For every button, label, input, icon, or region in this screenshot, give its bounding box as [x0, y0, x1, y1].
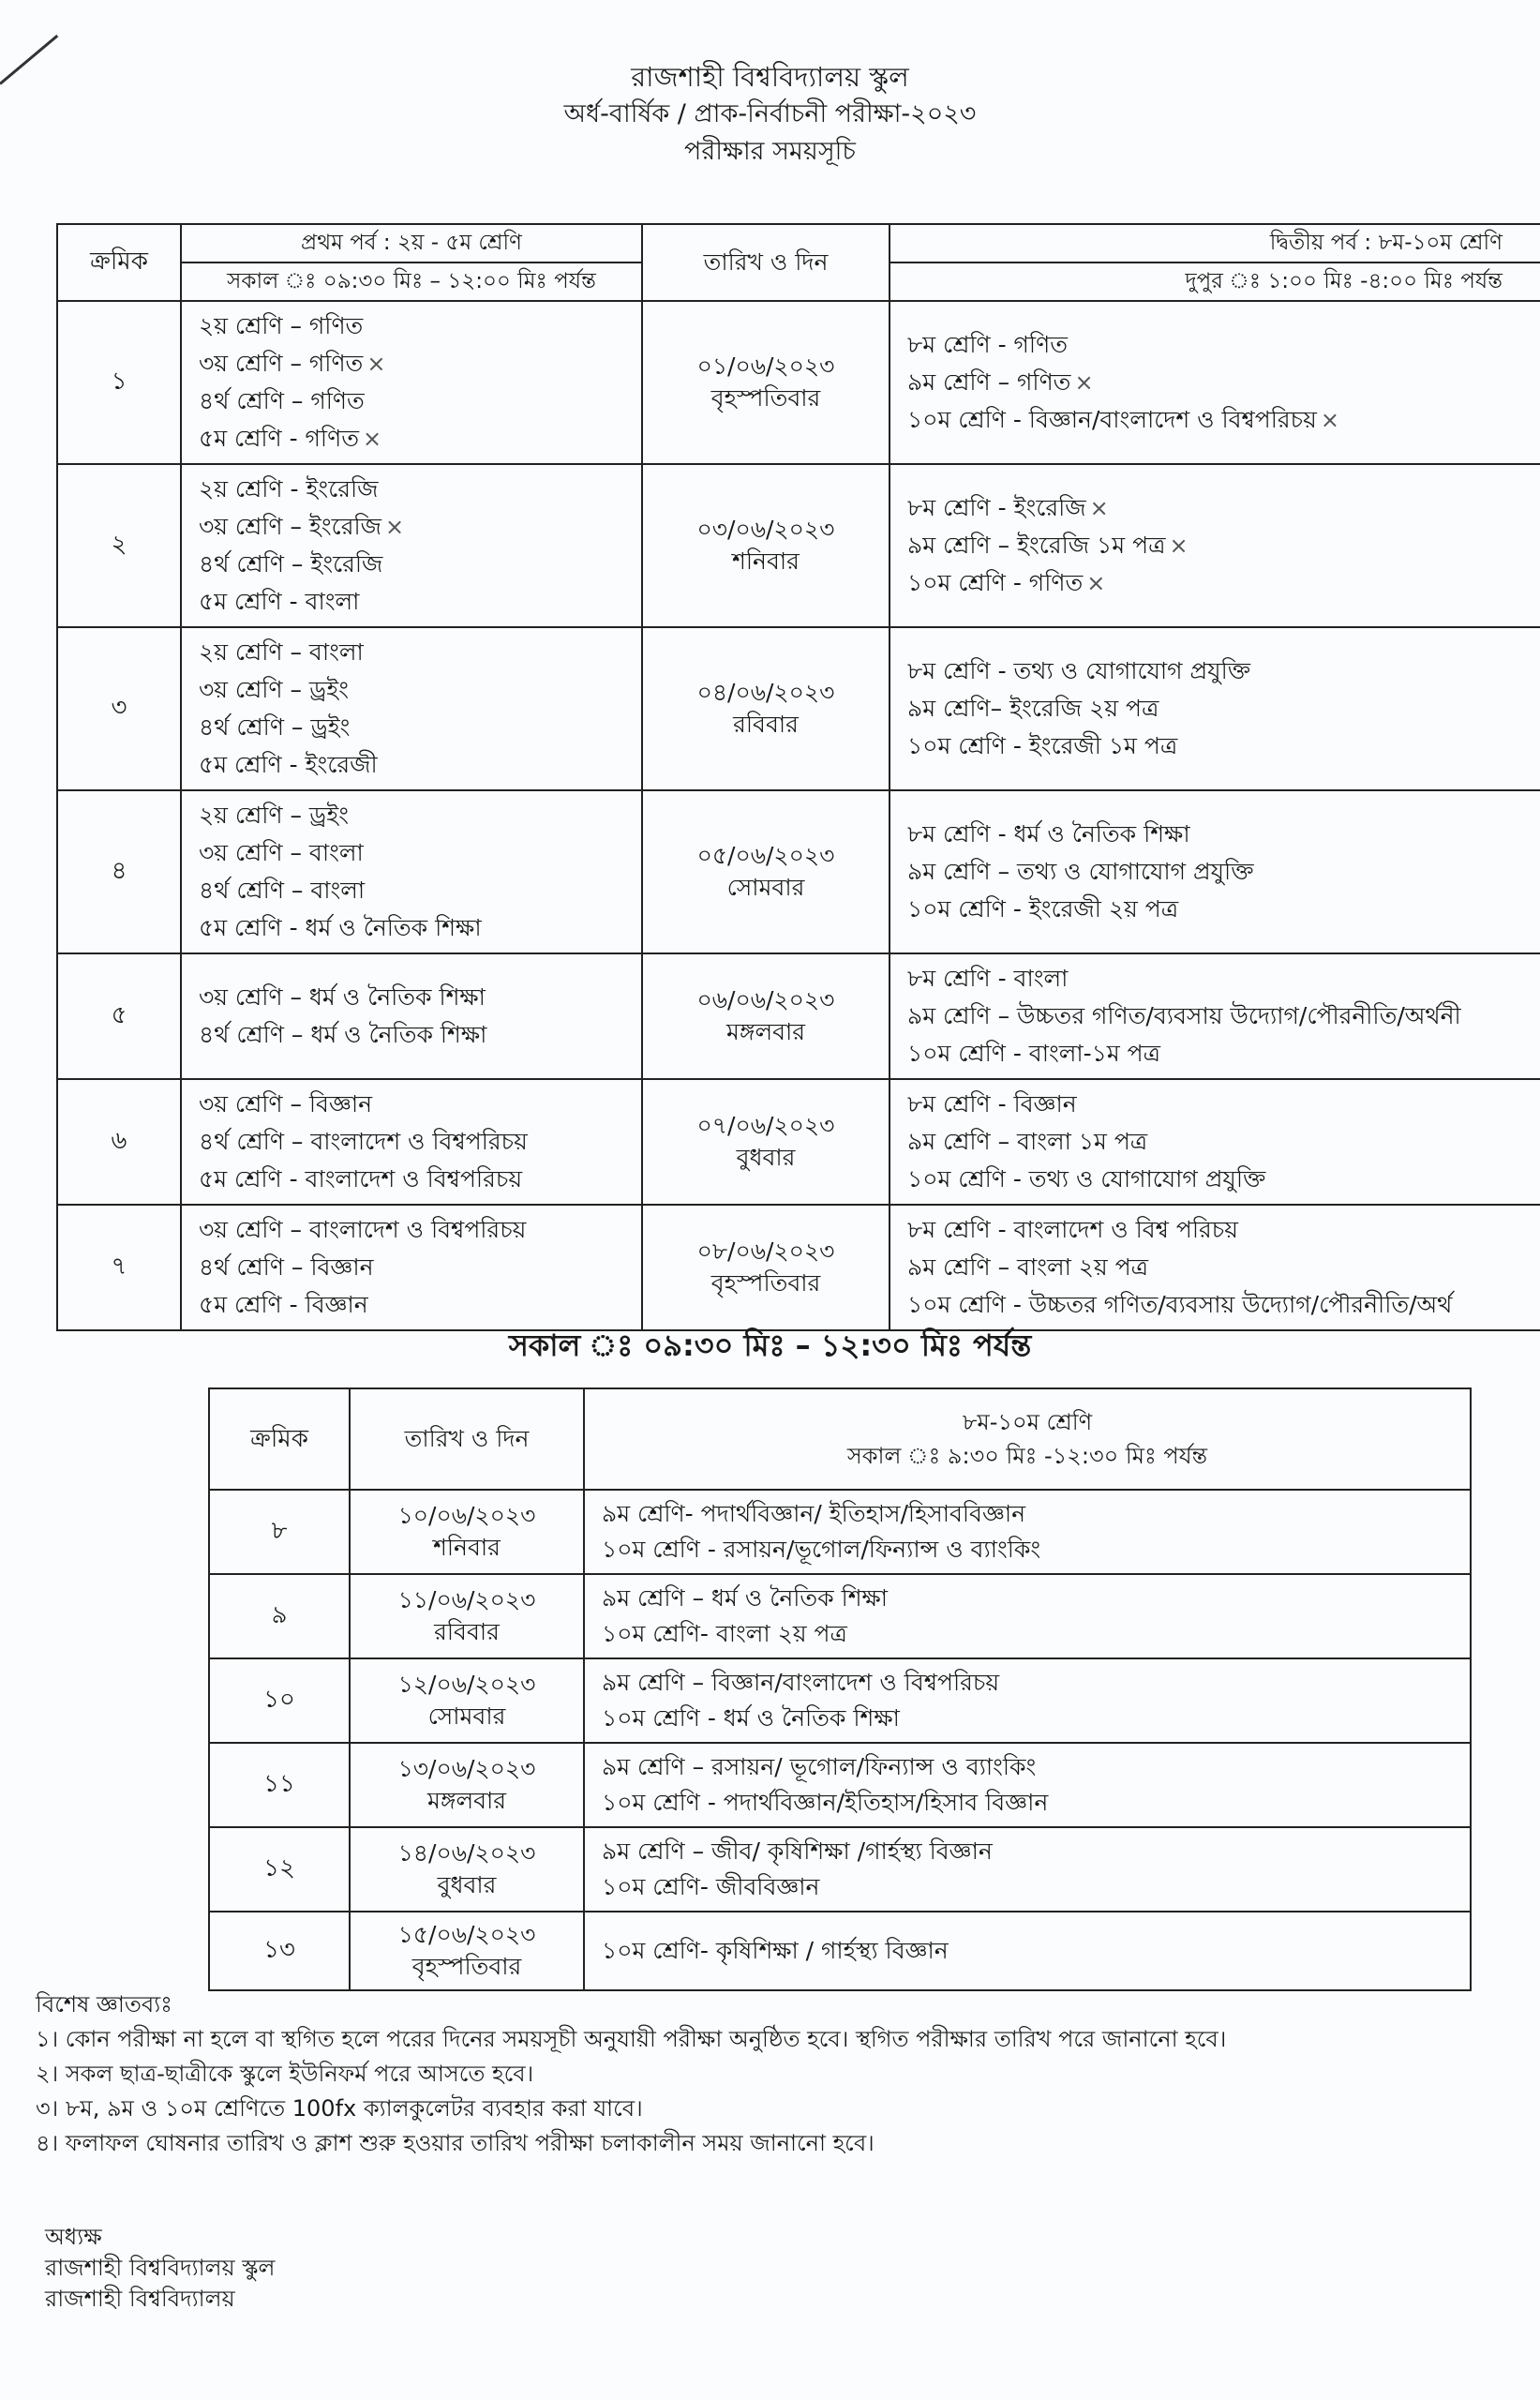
subject-text: ১০ম শ্রেণি - তথ্য ও যোগাযোগ প্রযুক্তি	[907, 1165, 1266, 1192]
serial-cell: ১০	[209, 1658, 350, 1743]
school-name: রাজশাহী বিশ্ববিদ্যালয় স্কুল	[631, 61, 909, 93]
morning-slot-title: সকাল ঃ ০৯:৩০ মিঃ – ১২:৩০ মিঃ পর্যন্ত	[508, 1328, 1032, 1363]
part2-cell	[890, 790, 1540, 953]
date-cell	[350, 1574, 584, 1658]
subject-line	[199, 1249, 641, 1286]
table-row	[57, 464, 1540, 627]
subject-text: ১০ম শ্রেণি - গণিত	[907, 569, 1084, 596]
serial-cell: ১১	[209, 1743, 350, 1827]
subject-text: ১০ম শ্রেণি - বিজ্ঞান/বাংলাদেশ ও বিশ্বপরিচয়	[907, 406, 1317, 433]
date-cell	[642, 1205, 890, 1330]
exam-date: ১০/০৬/২০২৩	[397, 1502, 536, 1529]
subject-list	[182, 973, 641, 1059]
subject-line	[907, 1286, 1540, 1324]
exam-date: ০৮/০৬/২০২৩	[696, 1238, 835, 1265]
subject-list	[585, 1659, 1470, 1742]
subject-line	[199, 1086, 641, 1123]
schedule-table-part1-part2	[56, 223, 1540, 1331]
subject-list	[890, 810, 1540, 934]
subject-text: ৫ম শ্রেণি - ধর্ম ও নৈতিক শিক্ষা	[199, 914, 482, 941]
serial-cell: ৫	[57, 953, 181, 1079]
subject-text: ৯ম শ্রেণি – বাংলা ২য় পত্র	[907, 1253, 1149, 1281]
subject-line	[199, 671, 641, 709]
subject-text: ৪র্থ শ্রেণি – ইংরেজি	[199, 550, 383, 578]
subject-text: ৪র্থ শ্রেণি – বিজ্ঞান	[199, 1253, 374, 1281]
exam-day: বৃহস্পতিবার	[411, 1953, 522, 1980]
handwritten-cross-mark: ×	[1086, 570, 1106, 596]
subject-line	[199, 345, 641, 382]
note-item: ২। সকল ছাত্র-ছাত্রীকে স্কুলে ইউনিফর্ম পরে আসতে হবে।	[36, 2061, 534, 2087]
serial-cell: ৪	[57, 790, 181, 953]
subject-line	[199, 508, 641, 546]
subject-line: ১০ম শ্রেণি- বাংলা ২য় পত্র	[602, 1620, 847, 1647]
subject-text: ৪র্থ শ্রেণি – বাংলা	[199, 877, 366, 904]
exam-title: অর্ধ-বার্ষিক / প্রাক-নির্বাচনী পরীক্ষা-২০২৩	[563, 99, 977, 128]
subject-line: ১০ম শ্রেণি - পদার্থবিজ্ঞান/ইতিহাস/হিসাব বিজ্ঞান	[602, 1789, 1049, 1816]
note-item: ১। কোন পরীক্ষা না হলে বা স্থগিত হলে পরের দিনের সময়সূচী অনুযায়ী পরীক্ষা অনুষ্ঠিত হবে। স্থগিত পরীক্ষার তারিখ পরে জানানো হবে।	[36, 2026, 1227, 2052]
subject-text: ৮ম শ্রেণি - বাংলা	[907, 965, 1069, 992]
part2-cell	[890, 464, 1540, 627]
exam-date: ০৬/০৬/২০২৩	[696, 986, 835, 1013]
date-cell	[642, 464, 890, 627]
subject-line	[199, 834, 641, 872]
col-date-day: তারিখ ও দিন	[642, 224, 890, 301]
handwritten-cross-mark: ×	[1089, 495, 1109, 521]
date-cell	[642, 627, 890, 790]
subject-text: ৫ম শ্রেণি - বিজ্ঞান	[199, 1291, 368, 1318]
exam-date: ১৪/০৬/২০২৩	[397, 1839, 536, 1867]
exam-date: ১২/০৬/২০২৩	[397, 1671, 536, 1698]
subject-line: ১০ম শ্রেণি- কৃষিশিক্ষা / গার্হস্থ্য বিজ্ঞান	[602, 1937, 949, 1964]
subject-text: ২য় শ্রেণি - ইংরেজি	[199, 475, 379, 502]
handwritten-cross-mark: ×	[1320, 407, 1340, 433]
subject-line	[199, 420, 641, 458]
subject-text: ২য় শ্রেণি – বাংলা	[199, 638, 364, 666]
subject-line	[199, 308, 641, 345]
exam-date: ১৩/০৬/২০২৩	[397, 1755, 536, 1782]
table-row	[57, 627, 1540, 790]
subject-line	[907, 960, 1540, 998]
exam-day: রবিবার	[434, 1618, 500, 1645]
exam-date: ০১/০৬/২০২৩	[696, 352, 835, 380]
subject-line	[199, 1211, 641, 1249]
exam-date: ০৪/০৬/২০২৩	[696, 679, 835, 706]
table2-body	[209, 1490, 1471, 1990]
subject-line	[199, 979, 641, 1016]
col-serial: ক্রমিক	[57, 224, 181, 301]
subject-line	[199, 1016, 641, 1054]
subject-text: ৮ম শ্রেণি - তথ্য ও যোগাযোগ প্রযুক্তি	[907, 657, 1250, 684]
subject-line	[199, 1123, 641, 1161]
subjects-cell	[584, 1743, 1471, 1827]
date-cell	[642, 953, 890, 1079]
subjects-cell	[584, 1827, 1471, 1912]
subject-list	[585, 1928, 1470, 1974]
exam-day: সোমবার	[726, 874, 805, 901]
col-part1-title: প্রথম পর্ব : ২য় - ৫ম শ্রেণি	[181, 224, 642, 262]
subject-text: ৩য় শ্রেণি – ইংরেজি	[199, 513, 381, 540]
schedule-subtitle: পরীক্ষার সময়সূচি	[684, 137, 856, 166]
serial-cell: ৯	[209, 1574, 350, 1658]
subject-line	[907, 1161, 1540, 1198]
exam-day: শনিবার	[433, 1534, 501, 1561]
subject-list	[890, 484, 1540, 608]
subject-text: ৯ম শ্রেণি – গণিত	[907, 368, 1071, 396]
part1-cell	[181, 953, 642, 1079]
subject-line: ৯ম শ্রেণি – জীব/ কৃষিশিক্ষা /গার্হস্থ্য বিজ্ঞান	[602, 1838, 993, 1865]
part1-cell	[181, 1205, 642, 1330]
table-row	[209, 1574, 1471, 1658]
subject-line	[907, 853, 1540, 891]
subjects-cell	[584, 1490, 1471, 1574]
date-cell	[642, 1079, 890, 1205]
subject-line	[907, 1035, 1540, 1072]
part1-cell	[181, 301, 642, 464]
subject-line	[907, 652, 1540, 690]
subject-line	[907, 1249, 1540, 1286]
subject-line: ৯ম শ্রেণি – ধর্ম ও নৈতিক শিক্ষা	[602, 1584, 889, 1612]
subject-text: ৩য় শ্রেণি – বাংলা	[199, 839, 364, 866]
col-part2-title: দ্বিতীয় পর্ব : ৮ম-১০ম শ্রেণি	[890, 224, 1540, 262]
part1-cell	[181, 790, 642, 953]
subject-line	[907, 891, 1540, 928]
subject-text: ১০ম শ্রেণি - ইংরেজী ২য় পত্র	[907, 895, 1179, 922]
table-row	[57, 301, 1540, 464]
subject-list	[182, 302, 641, 463]
subject-list	[890, 1080, 1540, 1204]
part2-cell	[890, 301, 1540, 464]
subject-list	[182, 1080, 641, 1204]
subject-text: ১০ম শ্রেণি - ইংরেজী ১ম পত্র	[907, 732, 1178, 759]
date-cell	[642, 301, 890, 464]
subject-list	[182, 465, 641, 626]
schedule-table-8-10	[208, 1388, 1472, 1991]
handwritten-cross-mark: ×	[362, 426, 382, 452]
exam-day: মঙ্গলবার	[725, 1018, 805, 1045]
serial-cell: ৮	[209, 1490, 350, 1574]
subject-line	[907, 564, 1540, 602]
exam-day: বৃহস্পতিবার	[710, 1269, 821, 1297]
subject-line	[907, 1086, 1540, 1123]
exam-date: ০৩/০৬/২০২৩	[696, 516, 835, 543]
subject-line	[199, 583, 641, 621]
subject-text: ৪র্থ শ্রেণি – গণিত	[199, 387, 365, 414]
serial-cell: ১	[57, 301, 181, 464]
table-row	[57, 953, 1540, 1079]
subject-line	[907, 728, 1540, 765]
date-cell	[350, 1743, 584, 1827]
subject-text: ৯ম শ্রেণি – ইংরেজি ১ম পত্র	[907, 532, 1166, 559]
subjects-cell	[584, 1574, 1471, 1658]
subject-list	[585, 1491, 1470, 1573]
serial-cell: ২	[57, 464, 181, 627]
subjects-cell	[584, 1912, 1471, 1990]
serial-cell: ১৩	[209, 1912, 350, 1990]
exam-day: বৃহস্পতিবার	[710, 384, 821, 412]
subject-line	[199, 709, 641, 746]
subject-line	[199, 1286, 641, 1324]
subject-line	[199, 382, 641, 420]
subject-list	[182, 791, 641, 952]
subject-line	[199, 471, 641, 508]
subject-list	[890, 954, 1540, 1078]
subject-list	[890, 1206, 1540, 1329]
part2-cell	[890, 1079, 1540, 1205]
subject-text: ৫ম শ্রেণি - বাংলা	[199, 588, 360, 615]
subject-list	[890, 321, 1540, 444]
subject-text: ৫ম শ্রেণি - বাংলাদেশ ও বিশ্বপরিচয়	[199, 1165, 523, 1192]
subject-text: ৪র্থ শ্রেণি – ধর্ম ও নৈতিক শিক্ষা	[199, 1021, 487, 1048]
note-item: ৪। ফলাফল ঘোষনার তারিখ ও ক্লাশ শুরু হওয়ার তারিখ পরীক্ষা চলাকালীন সময় জানানো হবে।	[36, 2130, 875, 2156]
col-serial: ক্রমিক	[209, 1388, 350, 1490]
subject-line	[199, 634, 641, 671]
subject-line	[907, 326, 1540, 364]
serial-cell: ১২	[209, 1827, 350, 1912]
subject-line	[907, 489, 1540, 527]
date-cell	[350, 1827, 584, 1912]
subject-line: ১০ম শ্রেণি- জীববিজ্ঞান	[602, 1873, 820, 1900]
subject-text: ৯ম শ্রেণি – উচ্চতর গণিত/ব্যবসায় উদ্যোগ/পৌরনীতি/অর্থনী	[907, 1002, 1461, 1029]
part2-cell	[890, 627, 1540, 790]
table-row	[209, 1912, 1471, 1990]
subject-text: ৮ম শ্রেণি - বিজ্ঞান	[907, 1090, 1077, 1118]
col-date-day: তারিখ ও দিন	[350, 1388, 584, 1490]
col-classes-time: সকাল ঃ ৯:৩০ মিঃ -১২:৩০ মিঃ পর্যন্ত	[846, 1443, 1208, 1469]
signature-block	[45, 2222, 275, 2315]
subject-list	[182, 628, 641, 789]
subject-line	[199, 746, 641, 784]
subject-line	[199, 546, 641, 583]
subject-line: ৯ম শ্রেণি- পদার্থবিজ্ঞান/ ইতিহাস/হিসাববিজ্ঞান	[602, 1500, 1026, 1527]
exam-date: ১৫/০৬/২০২৩	[397, 1921, 536, 1948]
subject-list	[890, 647, 1540, 771]
handwritten-cross-mark: ×	[366, 351, 386, 377]
part1-cell	[181, 1079, 642, 1205]
table-row	[57, 1205, 1540, 1330]
subject-line	[199, 909, 641, 947]
special-notes	[36, 1988, 1526, 2161]
subject-line	[907, 998, 1540, 1035]
subject-list	[585, 1575, 1470, 1658]
exam-date: ০৫/০৬/২০২৩	[696, 842, 835, 869]
serial-cell: ৭	[57, 1205, 181, 1330]
note-item: ৩। ৮ম, ৯ম ও ১০ম শ্রেণিতে 100fx ক্যালকুলেটর ব্যবহার করা যাবে।	[36, 2095, 643, 2122]
table-row	[57, 790, 1540, 953]
subject-list	[585, 1744, 1470, 1826]
subject-line	[907, 527, 1540, 564]
subject-text: ৫ম শ্রেণি - ইংরেজী	[199, 751, 378, 778]
exam-day: শনিবার	[732, 548, 800, 575]
table-row	[209, 1658, 1471, 1743]
subject-text: ৩য় শ্রেণি – বিজ্ঞান	[199, 1090, 373, 1118]
subject-list	[585, 1828, 1470, 1911]
part2-cell	[890, 953, 1540, 1079]
subject-text: ২য় শ্রেণি – গণিত	[199, 312, 364, 339]
subject-text: ৯ম শ্রেণি – তথ্য ও যোগাযোগ প্রযুক্তি	[907, 858, 1254, 885]
subjects-cell	[584, 1658, 1471, 1743]
handwritten-cross-mark: ×	[385, 514, 405, 540]
table-row	[209, 1743, 1471, 1827]
exam-day: রবিবার	[733, 711, 799, 738]
subject-text: ৪র্থ শ্রেণি – বাংলাদেশ ও বিশ্বপরিচয়	[199, 1128, 528, 1155]
subject-line	[907, 690, 1540, 728]
subject-line	[907, 1123, 1540, 1161]
serial-cell: ৬	[57, 1079, 181, 1205]
subject-line	[907, 816, 1540, 853]
subject-text: ৯ম শ্রেণি– ইংরেজি ২য় পত্র	[907, 695, 1159, 722]
subject-text: ২য় শ্রেণি – ড্রইং	[199, 802, 350, 829]
exam-date: ০৭/০৬/২০২৩	[696, 1112, 835, 1139]
subject-text: ৩য় শ্রেণি – ড্রইং	[199, 676, 350, 703]
date-cell	[350, 1658, 584, 1743]
subject-text: ৯ম শ্রেণি – বাংলা ১ম পত্র	[907, 1128, 1148, 1155]
subject-line	[199, 797, 641, 834]
signatory-designation: অধ্যক্ষ	[45, 2224, 102, 2250]
part1-cell	[181, 464, 642, 627]
subject-text: ৮ম শ্রেণি - গণিত	[907, 331, 1068, 358]
signatory-university: রাজশাহী বিশ্ববিদ্যালয়	[45, 2286, 235, 2312]
subject-line: ১০ম শ্রেণি - রসায়ন/ভূগোল/ফিন্যান্স ও ব্যাংকিং	[602, 1536, 1041, 1563]
col-part1-time: সকাল ঃ ০৯:৩০ মিঃ – ১২:০০ মিঃ পর্যন্ত	[181, 262, 642, 301]
signatory-institution: রাজশাহী বিশ্ববিদ্যালয় স্কুল	[45, 2255, 276, 2281]
part2-cell	[890, 1205, 1540, 1330]
subject-text: ৮ম শ্রেণি - বাংলাদেশ ও বিশ্ব পরিচয়	[907, 1216, 1238, 1243]
exam-date: ১১/০৬/২০২৩	[397, 1586, 536, 1613]
exam-day: মঙ্গলবার	[426, 1787, 506, 1814]
col-classes-title: ৮ম-১০ম শ্রেণি	[962, 1409, 1093, 1435]
part1-cell	[181, 627, 642, 790]
serial-cell: ৩	[57, 627, 181, 790]
subject-text: ১০ম শ্রেণি - উচ্চতর গণিত/ব্যবসায় উদ্যোগ/পৌরনীতি/অর্থ	[907, 1291, 1453, 1318]
date-cell	[350, 1912, 584, 1990]
subject-text: ৪র্থ শ্রেণি – ড্রইং	[199, 713, 351, 741]
col-classes	[584, 1388, 1471, 1490]
subject-text: ৩য় শ্রেণি – ধর্ম ও নৈতিক শিক্ষা	[199, 983, 486, 1011]
table-row	[209, 1490, 1471, 1574]
subject-line	[907, 1211, 1540, 1249]
notes-title: বিশেষ জ্ঞাতব্যঃ	[36, 1991, 172, 2018]
subject-text: ৮ম শ্রেণি - ধর্ম ও নৈতিক শিক্ষা	[907, 820, 1190, 848]
exam-day: সোমবার	[427, 1702, 506, 1730]
subject-line: ৯ম শ্রেণি – বিজ্ঞান/বাংলাদেশ ও বিশ্বপরিচয়	[602, 1669, 1000, 1696]
subject-line	[199, 1161, 641, 1198]
subject-line	[907, 364, 1540, 401]
date-cell	[350, 1490, 584, 1574]
subject-text: ৮ম শ্রেণি - ইংরেজি	[907, 494, 1086, 521]
document-header	[0, 58, 1540, 171]
table1-body	[57, 301, 1540, 1330]
subject-text: ১০ম শ্রেণি - বাংলা-১ম পত্র	[907, 1040, 1161, 1067]
subject-text: ৩য় শ্রেণি – বাংলাদেশ ও বিশ্বপরিচয়	[199, 1216, 527, 1243]
handwritten-cross-mark: ×	[1169, 532, 1189, 559]
exam-day: বুধবার	[736, 1144, 796, 1171]
col-part2-time: দুপুর ঃ ১:০০ মিঃ -৪:০০ মিঃ পর্যন্ত	[890, 262, 1540, 301]
subject-list	[182, 1206, 641, 1329]
subject-line: ৯ম শ্রেণি – রসায়ন/ ভূগোল/ফিন্যান্স ও ব্যাংকিং	[602, 1753, 1037, 1780]
table-row	[57, 1079, 1540, 1205]
subject-line	[199, 872, 641, 909]
table-row	[209, 1827, 1471, 1912]
subject-line: ১০ম শ্রেণি - ধর্ম ও নৈতিক শিক্ষা	[602, 1704, 900, 1732]
handwritten-cross-mark: ×	[1074, 369, 1094, 396]
subject-line	[907, 401, 1540, 439]
subject-text: ৩য় শ্রেণি – গণিত	[199, 350, 364, 377]
subject-text: ৫ম শ্রেণি - গণিত	[199, 425, 359, 452]
exam-day: বুধবার	[437, 1871, 497, 1898]
date-cell	[642, 790, 890, 953]
